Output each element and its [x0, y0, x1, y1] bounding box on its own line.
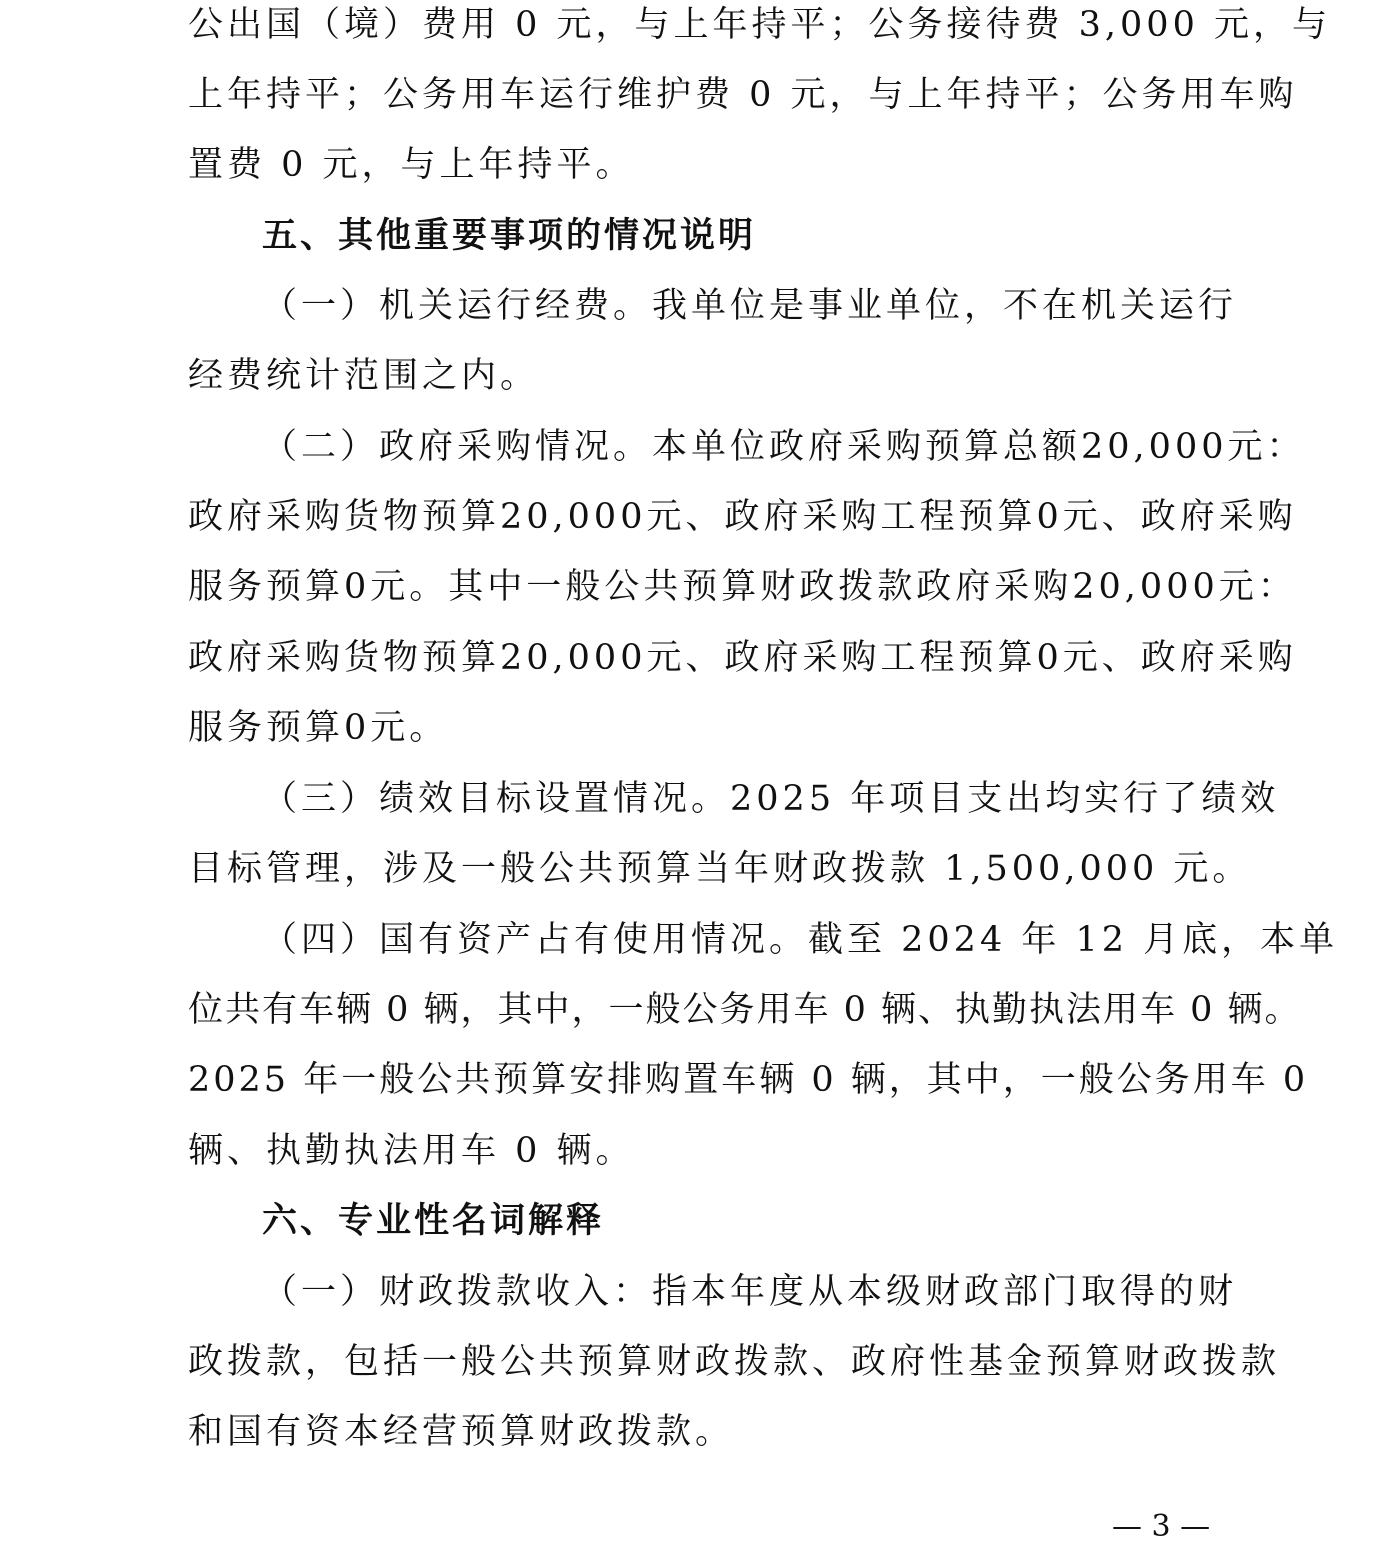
term-1-line-1	[262, 1267, 1237, 1337]
item-1-line-1	[262, 281, 1237, 351]
term-1-line-3: 和国有资本经营预算财政拨款。	[188, 1412, 735, 1452]
item-text: 2025 年项目支出均实行了绩效	[730, 779, 1280, 819]
term-1-line-2: 政拨款，包括一般公共预算财政拨款、政府性基金预算财政拨款	[188, 1342, 1281, 1382]
section-heading-5: 五、其他重要事项的情况说明	[262, 216, 757, 256]
item-4-line-4: 辆、执勤执法用车 0 辆。	[188, 1131, 635, 1171]
item-2-line-1	[262, 422, 1305, 492]
term-title: （一）财政拨款收入：	[262, 1272, 653, 1312]
item-1-line-2: 经费统计范围之内。	[188, 356, 540, 396]
item-3-line-1	[262, 774, 1279, 844]
item-4-line-2: 位共有车辆 0 辆，其中，一般公务用车 0 辆、执勤执法用车 0 辆。	[188, 990, 1302, 1030]
item-title: （三）绩效目标设置情况。	[262, 779, 731, 819]
item-text: 本单位政府采购预算总额20,000元：	[652, 427, 1306, 467]
section-heading-6: 六、专业性名词解释	[262, 1201, 605, 1241]
paragraph-line: 公出国（境）费用 0 元，与上年持平；公务接待费 3,000 元，与	[188, 5, 1331, 45]
item-4-line-3: 2025 年一般公共预算安排购置车辆 0 辆，其中，一般公务用车 0	[188, 1060, 1309, 1100]
page-number: — 3 —	[1112, 1509, 1211, 1544]
term-text: 指本年度从本级财政部门取得的财	[652, 1272, 1238, 1312]
item-title: （二）政府采购情况。	[262, 427, 653, 467]
item-text: 截至 2024 年 12 月底，本单	[808, 920, 1339, 960]
item-3-line-2: 目标管理，涉及一般公共预算当年财政拨款 1,500,000 元。	[188, 849, 1252, 889]
item-2-line-4: 政府采购货物预算20,000元、政府采购工程预算0元、政府采购	[188, 638, 1297, 678]
item-title: （四）国有资产占有使用情况。	[262, 920, 809, 960]
item-2-line-5: 服务预算0元。	[188, 708, 449, 748]
item-title: （一）机关运行经费。	[262, 286, 653, 326]
item-2-line-2: 政府采购货物预算20,000元、政府采购工程预算0元、政府采购	[188, 497, 1297, 537]
item-text: 我单位是事业单位，不在机关运行	[652, 286, 1238, 326]
paragraph-line: 上年持平；公务用车运行维护费 0 元，与上年持平；公务用车购	[188, 75, 1298, 115]
item-4-line-1	[262, 915, 1338, 985]
paragraph-line: 置费 0 元，与上年持平。	[188, 145, 635, 185]
item-2-line-3: 服务预算0元。其中一般公共预算财政拨款政府采购20,000元：	[188, 567, 1297, 607]
